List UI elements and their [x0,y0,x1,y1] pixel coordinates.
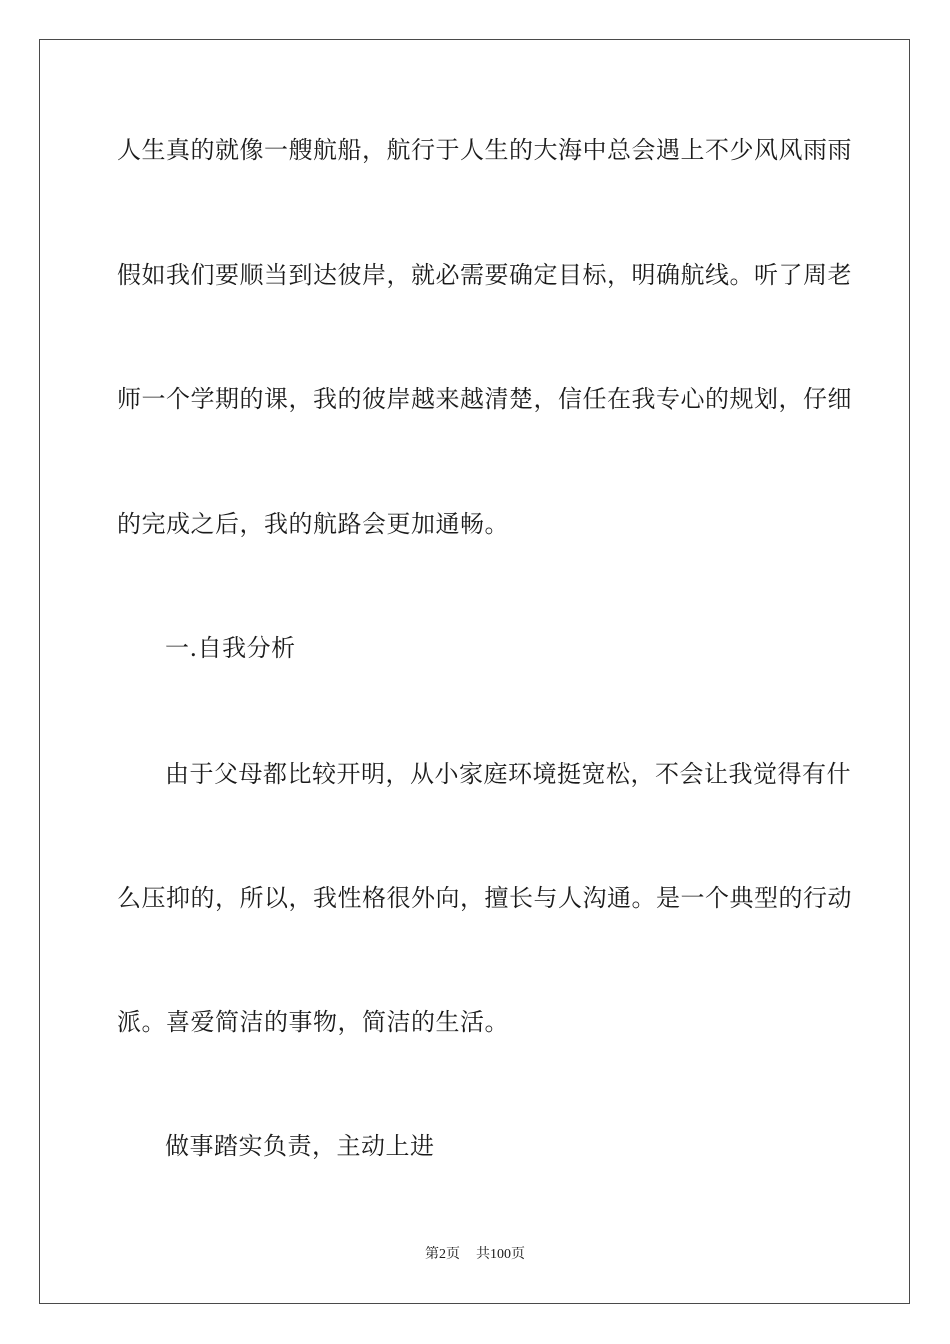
paragraph-line-8: 做事踏实负责，主动上进 [165,1132,435,1160]
paragraph-line-7: 派。喜爱简洁的事物，简洁的生活。 [117,1008,509,1036]
paragraph-line-3: 师一个学期的课，我的彼岸越来越清楚，信任在我专心的规划，仔细 [117,385,852,413]
paragraph-line-1: 人生真的就像一艘航船，航行于人生的大海中总会遇上不少风风雨雨 [117,136,852,164]
page-number: 第2页 [425,1247,460,1262]
paragraph-line-6: 么压抑的，所以，我性格很外向，擅长与人沟通。是一个典型的行动 [117,884,852,912]
paragraph-line-2: 假如我们要顺当到达彼岸，就必需要确定目标，明确航线。听了周老 [117,261,852,289]
paragraph-line-5: 由于父母都比较开明，从小家庭环境挺宽松，不会让我觉得有什 [165,760,851,788]
page-border [39,39,910,1304]
page-footer [0,1246,950,1264]
paragraph-line-4: 的完成之后，我的航路会更加通畅。 [117,510,509,538]
page-total: 共100页 [476,1247,525,1262]
section-heading: 一.自我分析 [165,634,296,662]
